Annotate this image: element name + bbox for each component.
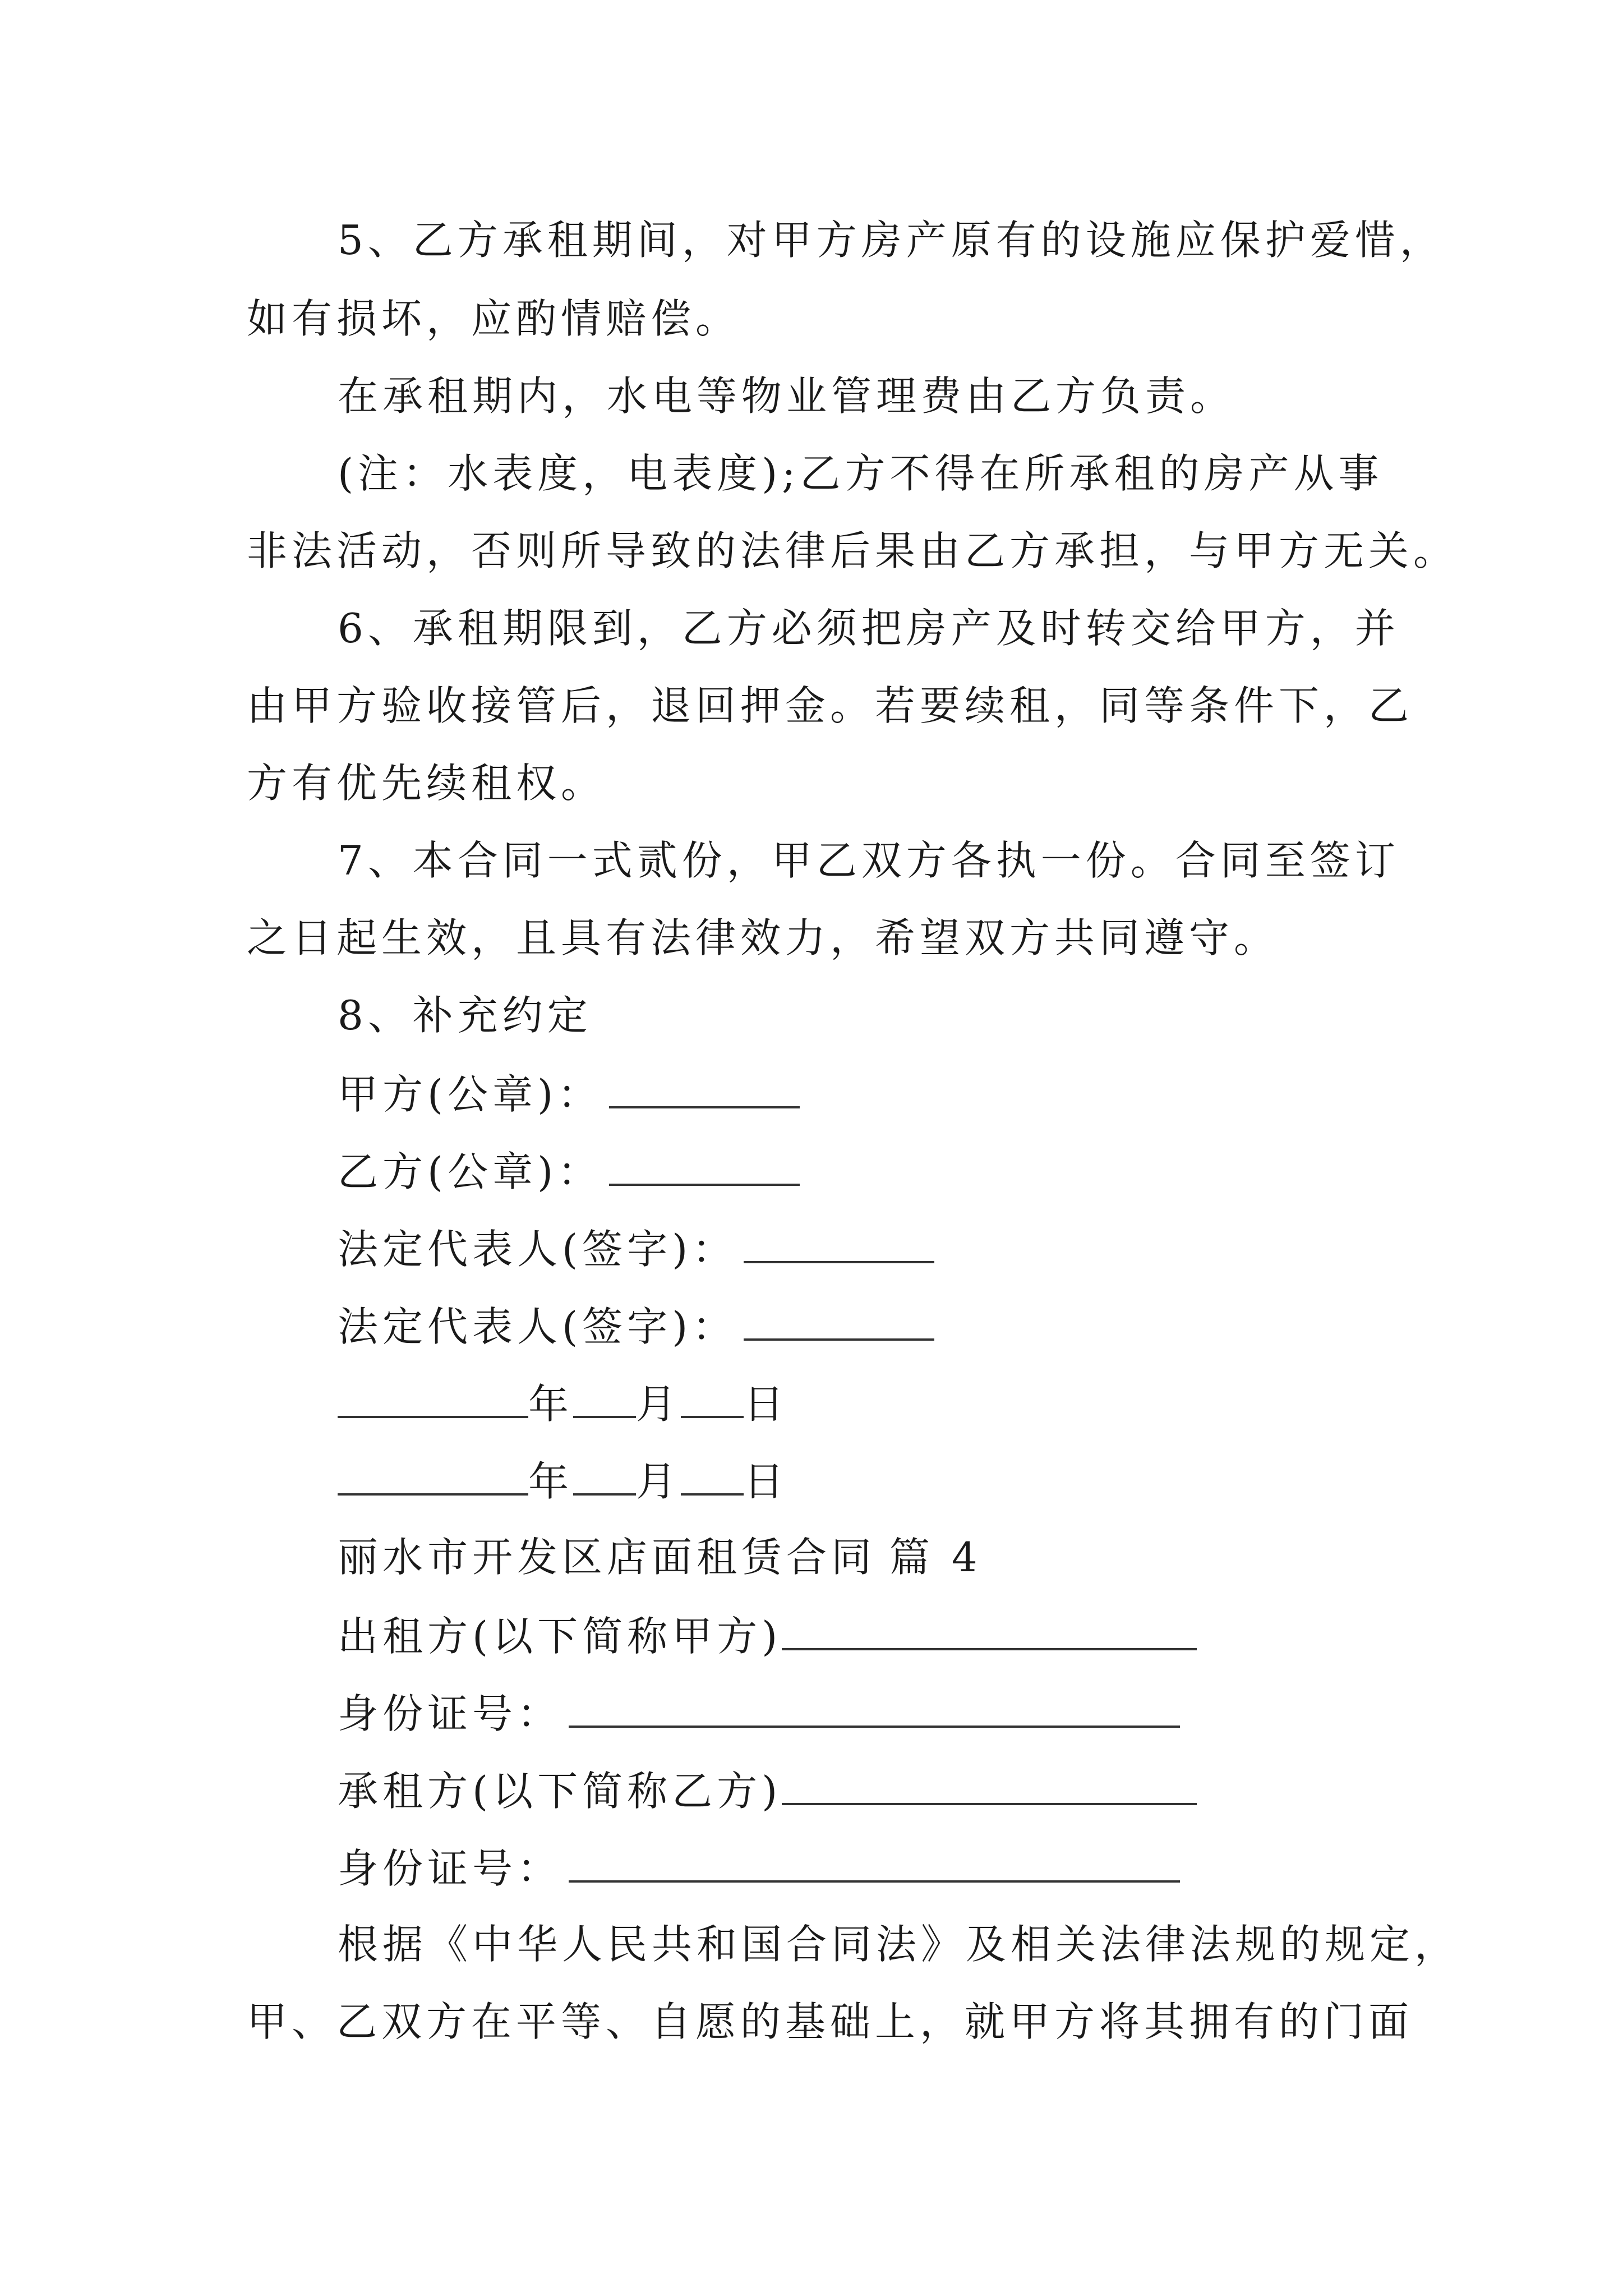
lessee-id-label: 身份证号：: [338, 1845, 562, 1892]
party-b-seal-row: [338, 1148, 800, 1195]
legal-rep-b-blank: [744, 1305, 934, 1341]
clause-5-line-2: 如有损坏，应酌情赔偿。: [247, 295, 741, 342]
day-label-2: 日: [744, 1458, 789, 1505]
clause-8-heading: 8、补充约定: [338, 992, 592, 1039]
lessee-id-row: [338, 1845, 1180, 1892]
section-heading: [338, 1534, 982, 1581]
lessor-id-blank: [569, 1692, 1180, 1728]
legal-rep-b-label: 法定代表人(签字)：: [338, 1303, 737, 1350]
note-line-2: 非法活动，否则所导致的法律后果由乙方承担，与甲方无关。: [247, 527, 1459, 574]
lessor-blank: [782, 1614, 1197, 1650]
lessor-label: 出租方(以下简称甲方): [338, 1613, 782, 1660]
clause-5-line-1: 5、乙方承租期间，对甲方房产原有的设施应保护爱惜，: [338, 217, 1445, 264]
legal-rep-a-blank: [744, 1227, 934, 1263]
lessor-row: [338, 1613, 1197, 1660]
party-a-seal-blank: [609, 1073, 800, 1108]
date-row-1: [338, 1381, 789, 1428]
month-label-2: 月: [636, 1458, 681, 1505]
year-label-1: 年: [528, 1381, 574, 1428]
legal-rep-a-label: 法定代表人(签字)：: [338, 1226, 737, 1273]
party-b-seal-label: 乙方(公章)：: [338, 1148, 603, 1195]
legal-rep-b-row: [338, 1303, 934, 1350]
year-blank-1: [338, 1382, 528, 1418]
clause-6-line-2: 由甲方验收接管后，退回押金。若要续租，同等条件下，乙: [247, 682, 1414, 729]
day-blank-1: [681, 1382, 744, 1418]
year-blank-2: [338, 1460, 528, 1496]
month-blank-2: [573, 1460, 636, 1496]
party-a-seal-row: [338, 1071, 800, 1118]
lessor-id-row: [338, 1690, 1180, 1737]
year-label-2: 年: [528, 1458, 574, 1505]
clause-6-line-1: 6、承租期限到，乙方必须把房产及时转交给甲方，并: [338, 605, 1400, 652]
note-line-1: (注：水表度，电表度);乙方不得在所承租的房产从事: [338, 450, 1384, 497]
clause-7-line-2: 之日起生效，且具有法律效力，希望双方共同遵守。: [247, 914, 1279, 961]
day-blank-2: [681, 1460, 744, 1496]
section-title: 丽水市开发区店面租赁合同: [338, 1534, 877, 1581]
lessee-row: [338, 1768, 1197, 1815]
section-number: 篇 4: [889, 1534, 982, 1581]
preamble-line-2: 甲、乙双方在平等、自愿的基础上，就甲方将其拥有的门面: [247, 1998, 1414, 2045]
month-label-1: 月: [636, 1381, 681, 1428]
preamble-line-1: 根据《中华人民共和国合同法》及相关法律法规的规定，: [338, 1921, 1460, 1968]
month-blank-1: [573, 1382, 636, 1418]
date-row-2: [338, 1458, 789, 1505]
party-a-seal-label: 甲方(公章)：: [338, 1071, 603, 1118]
utilities-line: 在承租期内，水电等物业管理费由乙方负责。: [338, 372, 1235, 420]
lessee-blank: [782, 1769, 1197, 1805]
legal-rep-a-row: [338, 1226, 934, 1273]
lessor-id-label: 身份证号：: [338, 1690, 562, 1737]
lessee-id-blank: [569, 1847, 1180, 1883]
clause-7-line-1: 7、本合同一式贰份，甲乙双方各执一份。合同至签订: [338, 837, 1400, 884]
clause-6-line-3: 方有优先续租权。: [247, 760, 606, 807]
day-label-1: 日: [744, 1381, 789, 1428]
lessee-label: 承租方(以下简称乙方): [338, 1768, 782, 1815]
party-b-seal-blank: [609, 1150, 800, 1186]
